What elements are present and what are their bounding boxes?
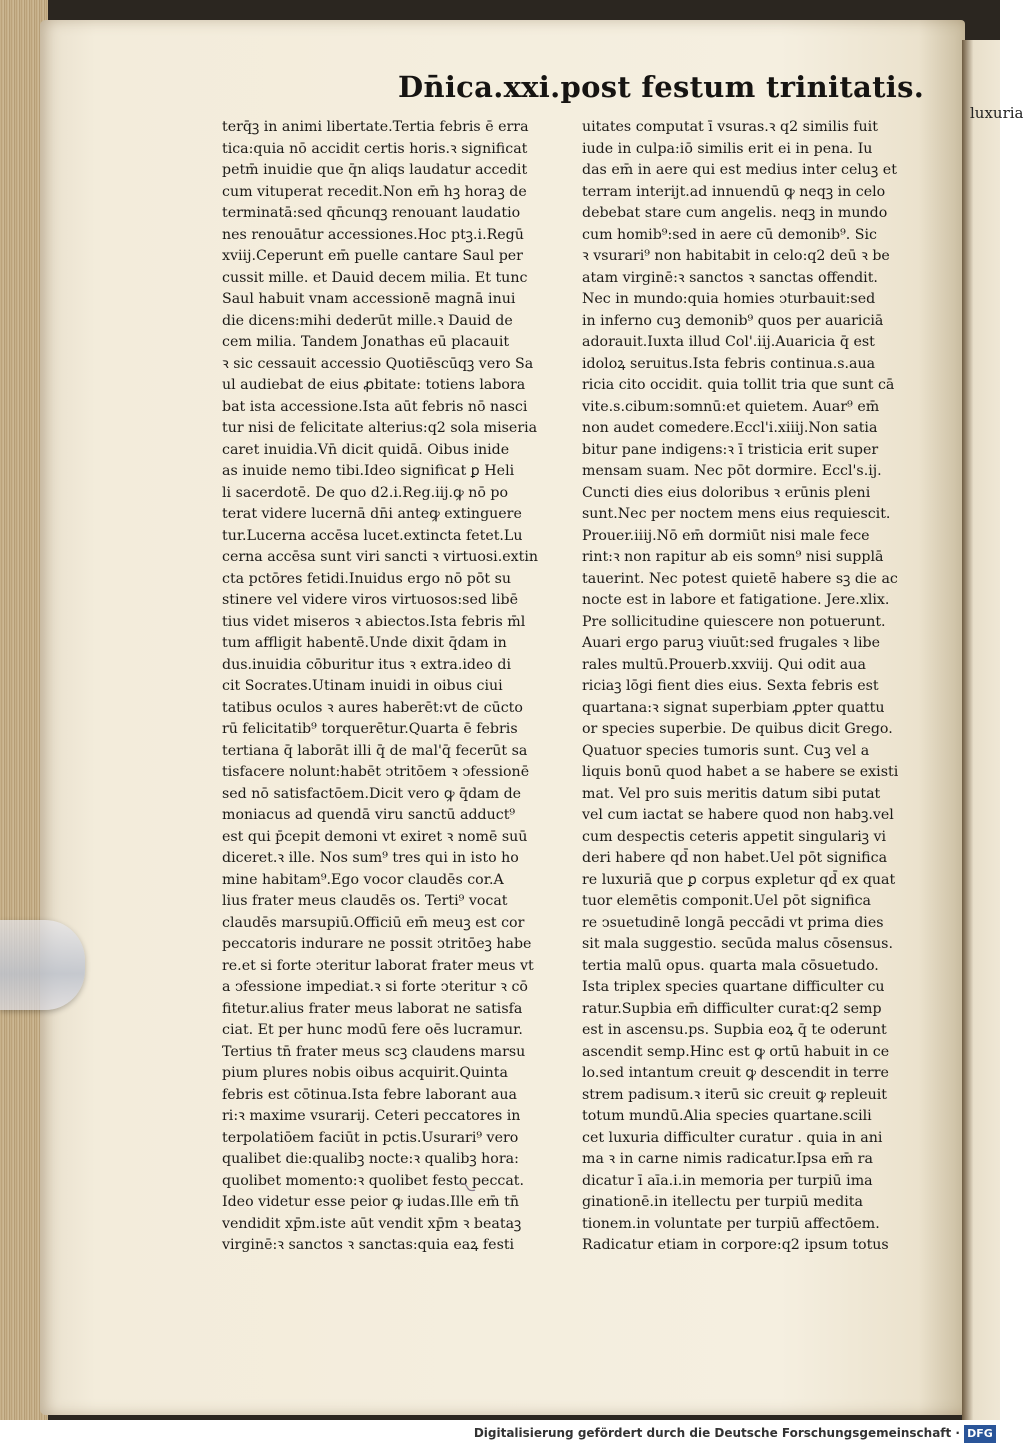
text-line: moniacus ad quendā viru sanctū adduct⁹	[222, 807, 516, 823]
text-line: ascendit semp.Hinc est ꝙ ortū habuit in ce	[582, 1043, 890, 1060]
text-line: iude in culpa:iō similis erit ei in pena. Iu	[582, 140, 873, 157]
text-line: quolibet momento:ꝛ quolibet festo peccat.	[222, 1172, 525, 1189]
text-line: tius videt miseros ꝛ abiectos.Ista febris m̄l	[222, 613, 526, 630]
text-line: rales multū.Prouerb.xxviij. Qui odit aua	[582, 656, 866, 673]
text-line: terq̄ꝫ in animi libertate.Tertia febris ē erra	[222, 119, 529, 135]
text-line: xviij.Ceperunt em̄ puelle cantare Saul per	[222, 248, 523, 264]
text-line: terram interijt.ad innuendū ꝙ neqꝫ in celo	[582, 183, 886, 200]
text-line: Auari ergo paruꝫ viuūt:sed frugales ꝛ libe	[582, 635, 881, 651]
text-line: adorauit.Iuxta illud Col'.iij.Auaricia q̄ est	[582, 334, 875, 350]
text-line: sunt.Nec per noctem mens eius requiescit.	[582, 506, 891, 522]
text-line: rū felicitatib⁹ torquerētur.Quarta ē febris	[222, 721, 518, 737]
text-line: tisfacere nolunt:habēt ↄtritōem ꝛ ↄfessionē	[222, 764, 530, 780]
text-column-left	[222, 117, 567, 1257]
text-line: non audet comedere.Eccl'i.xiiij.Non satia	[582, 420, 878, 436]
text-line: mat. Vel pro suis meritis datum sibi putat	[582, 785, 881, 802]
text-line: riciaꝫ lōgi fient dies eius. Sexta febris est	[582, 678, 879, 694]
running-head: Dn̄ica.xxi.post festum trinitatis.	[398, 70, 925, 104]
text-line: ciat. Et per hunc modū fere oēs lucramur.	[222, 1022, 523, 1038]
text-line: cem milia. Tandem Jonathas eū placauit	[222, 334, 510, 350]
text-line: debebat stare cum angelis. neqꝫ in mundo	[582, 205, 888, 221]
text-line: cum despectis ceteris appetit singulariꝫ vi	[582, 828, 887, 845]
text-line: quartana:ꝛ signat superbiam ꝓpter quattu	[582, 699, 885, 716]
footer-credit: Digitalisierung gefördert durch die Deutsche Forschungsgemeinschaft ·	[473, 1426, 960, 1440]
text-line: stinere vel videre viros virtuosos:sed libē	[222, 592, 519, 608]
adjacent-page-fragment: luxuria	[970, 104, 1024, 122]
text-line: tur nisi de felicitate alterius:q2 sola miseria	[222, 420, 538, 436]
text-line: tur.Lucerna accēsa lucet.extincta fetet.Lu	[222, 527, 523, 544]
text-line: ricia cito occidit. quia tollit tria que sunt cā	[582, 377, 895, 393]
text-line: vite.s.cibum:somnū:et quietem. Auar⁹ em̄	[582, 398, 880, 415]
text-line: virginē:ꝛ sanctos ꝛ sanctas:quia eaꝝ festi	[222, 1237, 515, 1253]
text-line: tatibus oculos ꝛ aures haberēt:vt de cūcto	[222, 699, 523, 716]
text-line: ginationē.in itellectu per turpiū medita	[582, 1194, 863, 1210]
text-line: terpolatiōem faciūt in pctis.Usurari⁹ vero	[222, 1129, 519, 1146]
text-line: Tertius tn̄ frater meus scꝫ claudens marsu	[222, 1043, 526, 1060]
text-line: est in ascensu.ps. Supbia eoꝝ q̄ te oderunt	[582, 1022, 887, 1038]
text-line: bat ista accessione.Ista aūt febris nō nasci	[222, 398, 528, 415]
text-line: Prouer.iiij.Nō em̄ dormiūt nisi male fece	[582, 527, 870, 544]
text-line: cussit mille. et Dauid decem milia. Et tunc	[222, 269, 528, 286]
text-line: liquis bonū quod habet a se habere se existi	[582, 764, 899, 780]
text-line: dicatur ī aīa.i.in memoria per turpiū ima	[582, 1172, 873, 1189]
text-line: caret inuidia.Vn̄ dicit quidā. Oibus inide	[222, 441, 510, 458]
text-line: vel cum iactat se habere quod non habꝫ.vel	[582, 807, 894, 823]
page-clip	[0, 920, 85, 1010]
text-line: petm̄ inuidie que q̄n aliqs laudatur accedit	[222, 162, 528, 178]
text-line: lius frater meus claudēs os. Terti⁹ vocat	[222, 893, 508, 909]
text-line: re.et si forte ↄteritur laborat frater meus vt	[222, 957, 534, 974]
text-line: Saul habuit vnam accessionē magnā inui	[222, 291, 516, 307]
text-line: peccatoris indurare ne possit ↄtritōeꝫ habe	[222, 936, 532, 952]
text-line: ꝛ vsurari⁹ non habitabit in celo:q2 deū ꝛ be	[582, 248, 890, 264]
text-line: lo.sed intantum creuit ꝙ descendit in terre	[582, 1065, 889, 1081]
text-line: Nec in mundo:quia homies ↄturbauit:sed	[582, 291, 876, 307]
text-line: tuor elemētis componit.Uel pōt significa	[582, 893, 872, 909]
text-line: mensam suam. Nec pōt dormire. Eccl's.ij.	[582, 463, 882, 479]
text-line: vendidit xp̄m.iste aūt vendit xp̄m ꝛ beataꝫ	[222, 1215, 522, 1232]
text-line: terat videre lucernā dn̄i anteꝙ extinguere	[222, 506, 522, 522]
text-line: die dicens:mihi dederūt mille.ꝛ Dauid de	[222, 312, 513, 329]
text-line: idoloꝝ seruitus.Ista febris continua.s.aua	[582, 355, 876, 372]
text-line: Cuncti dies eius doloribus ꝛ erūnis pleni	[582, 484, 871, 501]
text-line: cum homib⁹:sed in aere cū demonib⁹. Sic	[582, 226, 877, 243]
text-line: tauerint. Nec potest quietē habere sꝫ die ac	[582, 570, 898, 587]
text-line: Quatuor species tumoris sunt. Cuꝫ vel a	[582, 742, 870, 759]
pen-mark-icon	[455, 1180, 477, 1194]
text-line: Radicatur etiam in corpore:q2 ipsum totus	[582, 1237, 889, 1253]
text-line: a ↄfessione impediat.ꝛ si forte ↄteritur ꝛ cō	[222, 979, 528, 995]
text-line: claudēs marsupiū.Officiū em̄ meuꝫ est cor	[222, 914, 525, 931]
text-line: cit Socrates.Utinam inuidi in oibus ciui	[222, 678, 503, 694]
text-line: tertiana q̄ laborāt illi q̄ de mal'q̄ fecerūt sa	[222, 742, 528, 759]
text-line: Ideo videtur esse peior ꝙ iudas.Ille em̄ tn̄	[222, 1194, 519, 1210]
text-column-right	[582, 117, 927, 1257]
text-line: tica:quia nō accidit certis horis.ꝛ significat	[222, 140, 528, 157]
text-line: bitur pane indigens:ꝛ ī tristicia erit super	[582, 441, 879, 458]
text-line: as inuide nemo tibi.Ideo significat ꝑ Heli	[222, 463, 515, 479]
text-line: qualibet die:qualibꝫ nocte:ꝛ qualibꝫ hora:	[222, 1151, 519, 1167]
text-line: febris est cōtinua.Ista febre laborant aua	[222, 1086, 517, 1103]
text-line: cet luxuria difficulter curatur . quia in ani	[582, 1129, 883, 1146]
text-line: Pre sollicitudine quiescere non potuerunt.	[582, 613, 886, 630]
text-line: nes renouātur accessiones.Hoc ptꝫ.i.Regū	[222, 226, 524, 243]
text-line: tum affligit habentē.Unde dixit q̄dam in	[222, 635, 507, 651]
text-line: cta pctōres fetidi.Inuidus ergo nō pōt su	[222, 570, 512, 587]
text-line: mine habitam⁹.Ego vocor claudēs cor.A	[222, 871, 504, 888]
text-line: or species superbie. De quibus dicit Grego.	[582, 721, 893, 737]
text-line: ma ꝛ in carne nimis radicatur.Ipsa em̄ ra	[582, 1151, 873, 1167]
text-line: strem padisum.ꝛ iterū sic creuit ꝙ repleuit	[582, 1086, 887, 1103]
text-line: das em̄ in aere qui est medius inter celuꝫ et	[582, 162, 897, 178]
adjacent-page	[962, 40, 1024, 1420]
text-line: uitates computat ī vsuras.ꝛ q2 similis fuit	[582, 119, 878, 135]
text-line: sed nō satisfactōem.Dicit vero ꝙ q̄dam de	[222, 785, 522, 802]
text-line: pium plures nobis oibus acquirit.Quinta	[222, 1065, 508, 1081]
text-line: est qui p̄cepit demoni vt exiret ꝛ nomē suū	[222, 828, 528, 845]
text-line: cerna accēsa sunt viri sancti ꝛ virtuosi.extin	[222, 549, 538, 565]
text-line: dus.inuidia cōburitur itus ꝛ extra.ideo di	[222, 656, 512, 673]
text-line: terminatā:sed qn̄cunqꝫ renouant laudatio	[222, 205, 521, 221]
text-line: re luxuriā que ꝑ corpus expletur qd̄ ex quat	[582, 871, 896, 888]
text-line: totum mundū.Alia species quartane.scili	[582, 1108, 872, 1124]
text-line: re ↄsuetudinē longā peccādi vt prima dies	[582, 914, 884, 931]
text-line: li sacerdotē. De quo d2.i.Reg.iij.ꝙ nō po	[222, 484, 509, 501]
text-line: ꝛ sic cessauit accessio Quotiēscūqꝫ vero Sa	[222, 355, 534, 372]
dfg-logo: DFG	[964, 1425, 996, 1443]
text-line: ul audiebat de eius ꝓbitate: totiens labora	[222, 377, 526, 393]
text-line: ri:ꝛ maxime vsurarij. Ceteri peccatores in	[222, 1108, 521, 1124]
text-line: sit mala suggestio. secūda malus cōsensus.	[582, 936, 893, 952]
text-line: atam virginē:ꝛ sanctos ꝛ sanctas offendit.	[582, 269, 878, 286]
text-line: cum vituperat recedit.Non em̄ hꝫ horaꝫ de	[222, 183, 527, 200]
text-line: in inferno cuꝫ demonib⁹ quos per auariciā	[582, 312, 884, 329]
text-line: tionem.in voluntate per turpiū affectōem.	[582, 1215, 880, 1232]
text-line: ratur.Supbia em̄ difficulter curat:q2 semp	[582, 1000, 882, 1017]
text-line: deri habere qd̄ non habet.Uel pōt significa	[582, 850, 888, 866]
text-line: nocte est in labore et fatigatione. Jere.xlix.	[582, 592, 890, 608]
text-line: rint:ꝛ non rapitur ab eis somn⁹ nisi supplā	[582, 549, 884, 565]
text-line: Ista triplex species quartane difficulter cu	[582, 979, 885, 995]
text-line: fitetur.alius frater meus laborat ne satisfa	[222, 1000, 523, 1017]
text-line: tertia malū opus. quarta mala cōsuetudo.	[582, 957, 879, 974]
footer-bar	[0, 1420, 1000, 1450]
text-line: diceret.ꝛ ille. Nos sum⁹ tres qui in isto ho	[222, 850, 519, 866]
